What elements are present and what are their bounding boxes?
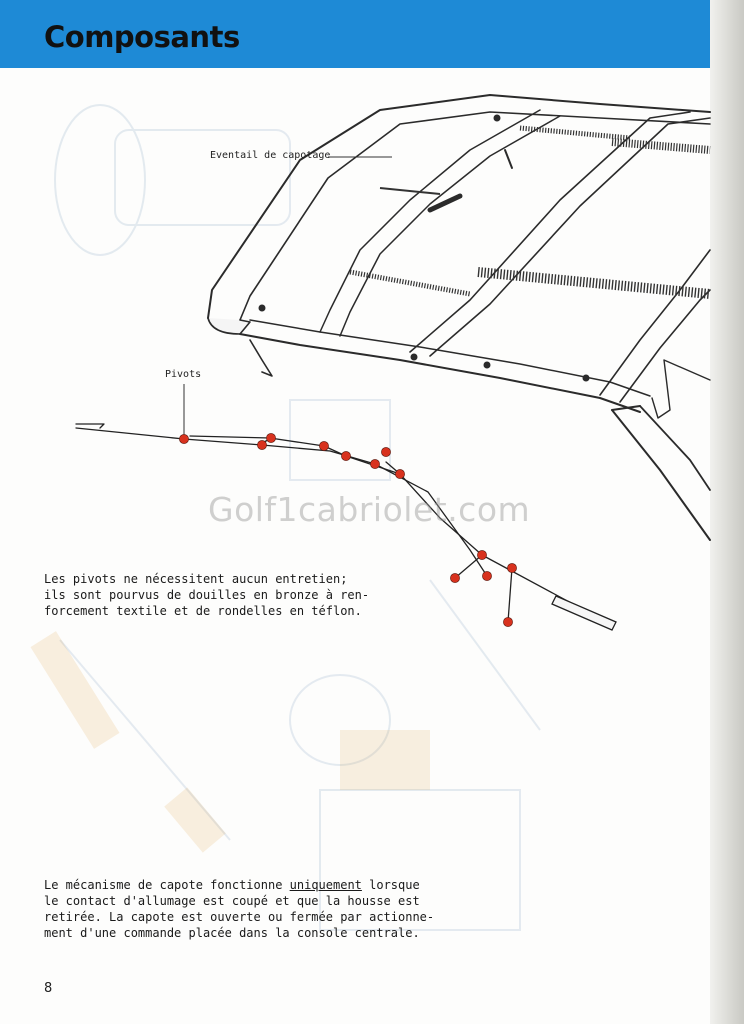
pivot-dot	[450, 573, 459, 582]
pivot-dot	[395, 469, 404, 478]
watermark: Golf1cabriolet.com	[208, 490, 531, 529]
pivot-dot	[179, 434, 188, 443]
page-title: Composants	[44, 20, 240, 54]
pivot-dot	[482, 571, 491, 580]
linkage-handle	[552, 596, 616, 630]
label-pivots: Pivots	[165, 369, 202, 380]
mechanism-text-underlined: uniquement	[289, 878, 362, 892]
roof-frame	[208, 95, 710, 540]
pivot-dot	[477, 550, 486, 559]
pivot-dot	[266, 433, 275, 442]
pivot-dot	[319, 441, 328, 450]
label-eventail-de-capotage: Eventail de capotage	[210, 150, 331, 161]
pivot-dot	[381, 447, 390, 456]
mechanism-paragraph	[44, 877, 434, 941]
tension-straps	[350, 128, 710, 294]
pivots-paragraph: Les pivots ne nécessitent aucun entretien; ils sont pourvus de douilles en bronze à ren- forcement textile et de rondelles en téflon.	[44, 572, 370, 618]
pivot-dot	[370, 459, 379, 468]
mechanism-text-start: Le mécanisme de capote fonctionne	[44, 878, 290, 892]
page-number: 8	[44, 981, 53, 996]
pivot-dot	[341, 451, 350, 460]
mechanism-text-line1-end: lorsque	[361, 878, 420, 892]
pivot-dot	[507, 563, 516, 572]
pivot-dot	[503, 617, 512, 626]
pivot-dot	[257, 440, 266, 449]
mechanism-text-rest: le contact d'allumage est coupé et que la housse est retirée. La capote est ouverte ou fermée par actionne- ment d'une commande placée dans la console centrale.	[44, 894, 435, 940]
